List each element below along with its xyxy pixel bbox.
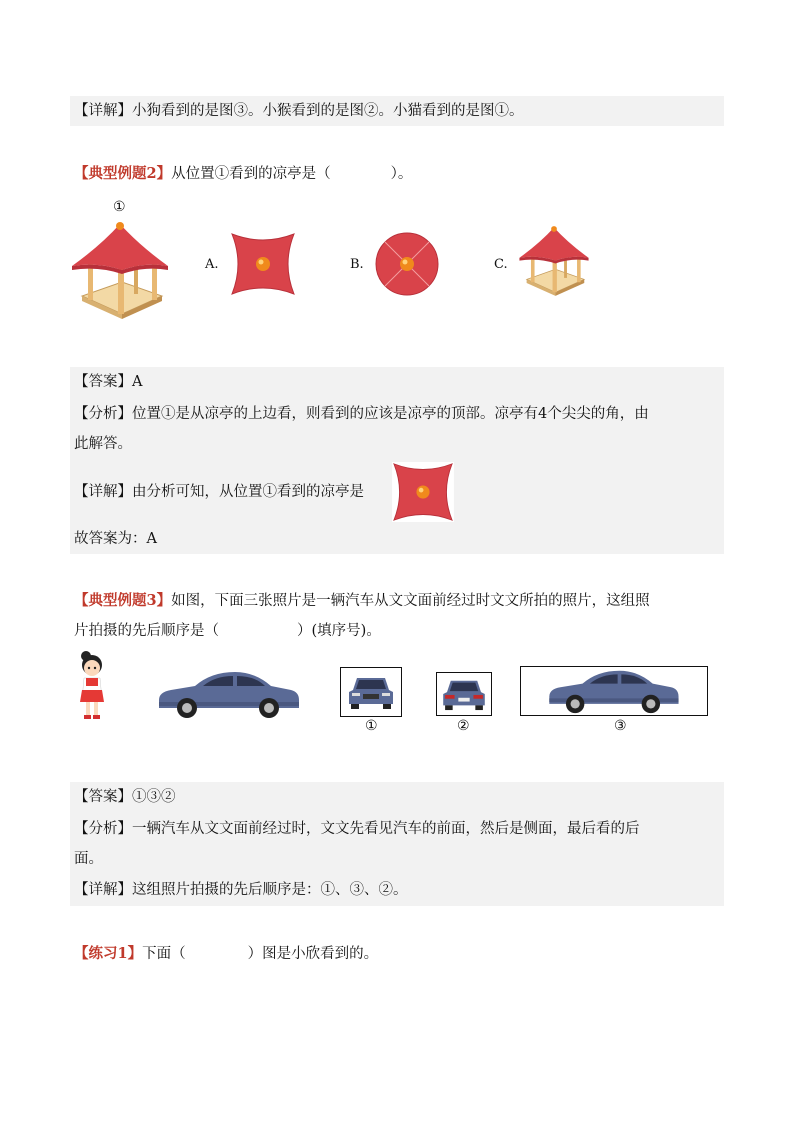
car-rear-view: [441, 677, 487, 711]
example3-question-l2-post: ）(填序号)。: [297, 623, 381, 639]
answer-top-view-inline: [392, 462, 454, 522]
example2-tag: 【典型例题2】: [74, 165, 172, 182]
pavilion-illustration: [70, 218, 170, 323]
exercise1-question: [74, 944, 378, 964]
option-c-label: C.: [494, 257, 508, 272]
example2-question-post: ）。: [390, 166, 413, 182]
example2-question: [74, 164, 412, 184]
example3-analysis-2: 面。: [74, 851, 103, 867]
girl-figure: [74, 648, 110, 722]
example2-detail-pre: 【详解】由分析可知，从位置①看到的凉亭是: [74, 484, 364, 500]
example3-question-2: [74, 621, 381, 641]
option-b-label: B.: [350, 257, 364, 272]
example3-analysis-1: 【分析】一辆汽车从文文面前经过时，文文先看见汽车的前面，然后是侧面，最后看的后: [74, 821, 640, 837]
photo-1-frame[interactable]: [340, 667, 402, 717]
example2-conclusion: 故答案为：A: [74, 531, 157, 547]
example3-detail: 【详解】这组照片拍摄的先后顺序是：①、③、②。: [74, 882, 408, 898]
example3-question-l2-pre: 片拍摄的先后顺序是（: [74, 623, 219, 639]
example2-question-pre: 从位置①看到的凉亭是（: [171, 166, 331, 182]
exercise1-question-post: ）图是小欣看到的。: [247, 946, 379, 962]
photo-1-label: ①: [365, 718, 378, 734]
example2-solution-shade: [70, 367, 724, 554]
photo-2-label: ②: [457, 718, 470, 734]
exercise1-question-pre: 下面（: [142, 946, 186, 962]
car-side-view-photo: [539, 667, 687, 715]
example3-answer: 【答案】①③②: [74, 789, 176, 805]
photo-2-frame[interactable]: [436, 672, 492, 716]
example3-tag: 【典型例题3】: [74, 592, 172, 609]
example3-question-l1: 如图，下面三张照片是一辆汽车从文文面前经过时文文所拍的照片，这组照: [171, 593, 650, 609]
example3-question-1: [74, 591, 650, 611]
photo-3-frame[interactable]: [520, 666, 708, 716]
position-mark: ①: [113, 199, 126, 215]
example2-analysis-2: 此解答。: [74, 436, 132, 452]
example2-analysis-1: 【分析】位置①是从凉亭的上边看，则看到的应该是凉亭的顶部。凉亭有4个尖尖的角，由: [74, 406, 649, 422]
car-front-view: [347, 674, 395, 710]
option-a-top-view[interactable]: [230, 232, 296, 296]
detail-top-text: 【详解】小狗看到的是图③。小猴看到的是图②。小猫看到的是图①。: [74, 103, 524, 119]
example2-detail: [74, 482, 443, 502]
option-a-label: A.: [205, 257, 219, 272]
option-c-pavilion[interactable]: [518, 222, 590, 300]
photo-3-label: ③: [614, 718, 627, 734]
option-b-round-view[interactable]: [375, 232, 439, 296]
exercise1-tag: 【练习1】: [74, 945, 143, 962]
example2-answer: 【答案】A: [74, 374, 143, 390]
car-side-view: [155, 668, 301, 720]
